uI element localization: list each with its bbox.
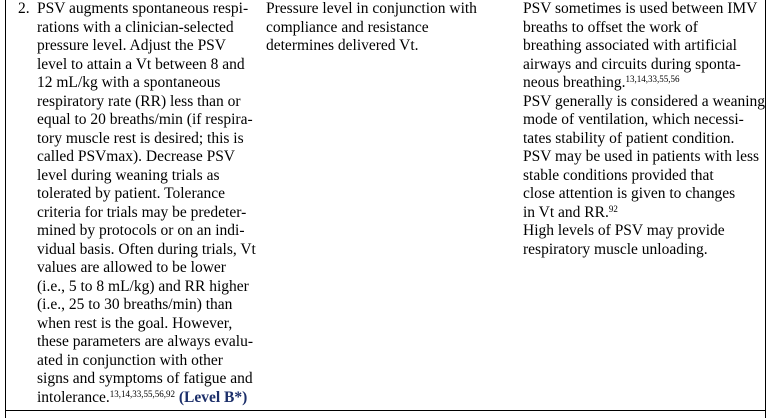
text-line: vidual basis. Often during trials, Vt xyxy=(37,240,256,258)
text-line: (i.e., 25 to 30 breaths/min) than xyxy=(37,296,233,313)
text-line: respiratory muscle unloading. xyxy=(523,240,708,258)
text-line: criteria for trials may be predeter- xyxy=(37,203,247,221)
citation: 13,14,33,55,56 xyxy=(625,74,680,84)
text-line: High levels of PSV may provide xyxy=(523,222,725,239)
text-line: stable conditions provided that xyxy=(523,166,714,184)
considerations-column xyxy=(523,0,766,259)
text-line: respiratory rate (RR) less than or xyxy=(37,92,241,110)
text-fragment: in Vt and RR. xyxy=(523,203,609,221)
text-line: level during weaning trials as xyxy=(37,166,220,184)
consideration-paragraph xyxy=(523,92,766,149)
text-line: airways and circuits during sponta- xyxy=(523,55,741,73)
text-line: Pressure level in conjunction with xyxy=(266,0,477,17)
text-line: these parameters are always evalu- xyxy=(37,333,254,350)
text-line-last xyxy=(523,74,763,93)
text-line: rations with a clinician-selected xyxy=(37,18,234,36)
text-fragment: intolerance. xyxy=(37,388,110,406)
citation: 92 xyxy=(608,203,618,214)
text-line: mode of ventilation, which necessi- xyxy=(523,111,744,128)
text-line-last xyxy=(523,203,763,223)
table-left-border xyxy=(5,0,6,418)
text-line: level to attain a Vt between 8 and xyxy=(37,55,245,73)
text-line: ated in conjunction with other xyxy=(37,351,223,369)
intervention-text xyxy=(18,0,258,407)
rationale-column xyxy=(266,0,514,56)
text-line: signs and symptoms of fatigue and xyxy=(37,370,253,387)
text-line: breaths to offset the work of xyxy=(523,18,698,36)
consideration-paragraph xyxy=(523,148,763,222)
consideration-paragraph xyxy=(523,222,763,259)
text-line: PSV may be used in patients with less xyxy=(523,148,760,165)
text-line: values are allowed to be lower xyxy=(37,259,226,276)
text-line: PSV generally is considered a weaning xyxy=(523,92,766,110)
text-line: called PSVmax). Decrease PSV xyxy=(37,148,236,165)
citation: 13,14,33,55,56,92 xyxy=(109,388,175,399)
text-fragment: neous breathing. xyxy=(523,74,626,91)
text-line: (i.e., 5 to 8 mL/kg) and RR higher xyxy=(37,277,249,295)
text-line: close attention is given to changes xyxy=(523,185,736,202)
text-line: PSV sometimes is used between IMV xyxy=(523,0,758,17)
evidence-level: (Level B*) xyxy=(178,388,248,406)
intervention-column xyxy=(18,0,258,407)
table-right-border xyxy=(765,0,766,418)
table-bottom-border xyxy=(5,410,766,411)
text-line: when rest is the goal. However, xyxy=(37,314,233,332)
text-line: mined by protocols or on an indi- xyxy=(37,222,245,239)
text-line: determines delivered Vt. xyxy=(266,37,419,54)
item-number: 2. xyxy=(18,0,30,17)
text-line: PSV augments spontaneous respi- xyxy=(37,0,249,17)
text-line: tory muscle rest is desired; this is xyxy=(37,129,244,147)
text-line: tates stability of patient condition. xyxy=(523,129,735,147)
text-line: equal to 20 breaths/min (if respira- xyxy=(37,111,253,128)
text-line: tolerated by patient. Tolerance xyxy=(37,185,225,202)
text-line: compliance and resistance xyxy=(266,18,429,36)
text-line: breathing associated with artificial xyxy=(523,37,737,54)
text-line: pressure level. Adjust the PSV xyxy=(37,37,226,54)
text-line-last xyxy=(37,389,258,408)
text-line: 12 mL/kg with a spontaneous xyxy=(37,74,221,91)
rationale-paragraph xyxy=(266,0,514,56)
consideration-paragraph xyxy=(523,0,763,93)
